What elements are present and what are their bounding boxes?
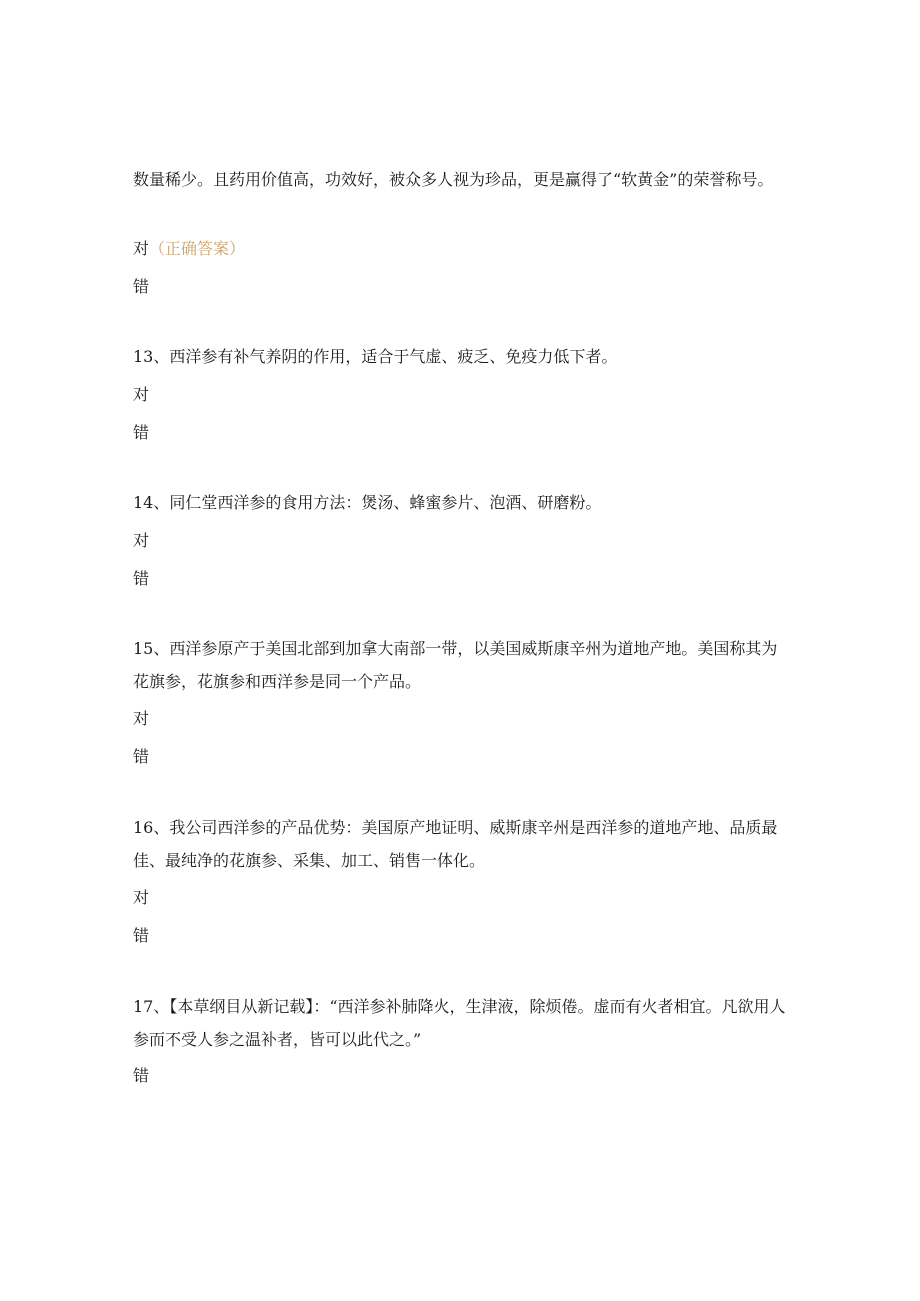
question-15-text: 15、西洋参原产于美国北部到加拿大南部一带，以美国威斯康辛州为道地产地。美国称其为花旗参，花旗参和西洋参是同一个产品。 <box>133 639 778 691</box>
question-12-text: 数量稀少。且药用价值高，功效好，被众多人视为珍品，更是赢得了“软黄金”的荣誉称号。 <box>133 170 774 189</box>
question-13-option-true: 对 <box>133 385 150 404</box>
question-13-text: 13、西洋参有补气养阴的作用，适合于气虚、疲乏、免疫力低下者。 <box>133 347 618 366</box>
question-12-option-false: 错 <box>133 277 150 296</box>
question-16-option-true: 对 <box>133 888 150 907</box>
question-14-option-false: 错 <box>133 569 150 588</box>
question-17-text: 17、【本草纲目从新记载】：“西洋参补肺降火，生津液，除烦倦。虚而有火者相宜。凡欲用人参而不受人参之温补者，皆可以此代之。” <box>133 997 786 1049</box>
option-true-label: 对 <box>133 239 150 258</box>
question-16-option-false: 错 <box>133 926 150 945</box>
question-13-option-false: 错 <box>133 423 150 442</box>
question-15-option-true: 对 <box>133 709 150 728</box>
question-14-text: 14、同仁堂西洋参的食用方法：煲汤、蜂蜜参片、泡酒、研磨粉。 <box>133 493 602 512</box>
question-14-option-true: 对 <box>133 531 150 550</box>
question-16-text: 16、我公司西洋参的产品优势：美国原产地证明、威斯康辛州是西洋参的道地产地、品质最佳、最纯净的花旗参、采集、加工、销售一体化。 <box>133 818 778 870</box>
question-17-option-false: 错 <box>133 1066 150 1085</box>
question-15-option-false: 错 <box>133 747 150 766</box>
question-12-option-true <box>133 239 245 259</box>
correct-answer-note: （正确答案） <box>149 239 246 258</box>
